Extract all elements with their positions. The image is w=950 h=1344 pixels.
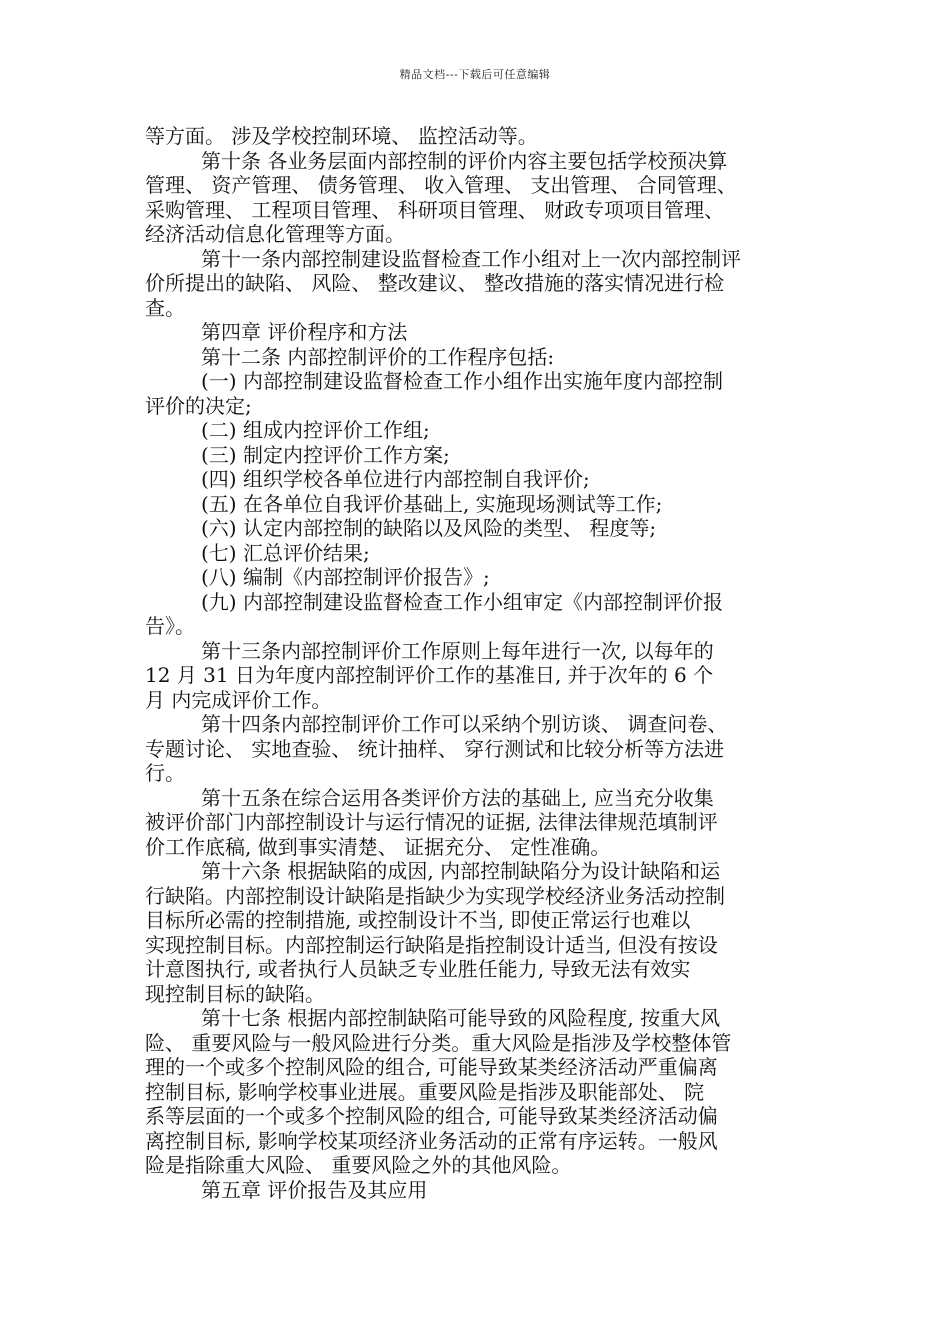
text-line: 目标所必需的控制措施, 或控制设计不当, 即使正常运行也难以 (145, 908, 691, 932)
text-line: 系等层面的一个或多个控制风险的组合, 可能导致某类经济活动偏 (145, 1104, 718, 1128)
text-line: 理的一个或多个控制风险的组合, 可能导致某类经济活动严重偏离 (145, 1055, 718, 1079)
text-line: 管理、 资产管理、 债务管理、 收入管理、 支出管理、 合同管理、 (145, 173, 737, 197)
text-line: 被评价部门内部控制设计与运行情况的证据, 法律法律规范填制评 (145, 810, 718, 834)
text-line: 控制目标, 影响学校事业进展。重要风险是指涉及职能部处、 院 (145, 1079, 705, 1104)
text-line: 行。 (145, 761, 185, 785)
text-line: 价所提出的缺陷、 风险、 整改建议、 整改措施的落实情况进行检 (145, 271, 725, 295)
text-line: 第十条 各业务层面内部控制的评价内容主要包括学校预决算 (201, 148, 728, 173)
text-line: 采购管理、 工程项目管理、 科研项目管理、 财政专项项目管理、 (145, 197, 725, 222)
text-line: (六) 认定内部控制的缺陷以及风险的类型、 程度等; (201, 516, 657, 540)
text-line: (九) 内部控制建设监督检查工作小组审定《内部控制评价报 (201, 589, 723, 614)
text-line: (三) 制定内控评价工作方案; (201, 442, 450, 467)
text-line: 现控制目标的缺陷。 (145, 981, 325, 1006)
text-line: 实现控制目标。内部控制运行缺陷是指控制设计适当, 但没有按设 (145, 932, 718, 957)
text-line: (五) 在各单位自我评价基础上, 实施现场测试等工作; (201, 491, 663, 516)
text-line: 第十二条 内部控制评价的工作程序包括: (201, 344, 555, 369)
text-line: (八) 编制《内部控制评价报告》; (201, 565, 490, 589)
page-header: 精品文档---下载后可任意编辑 (399, 68, 551, 81)
text-line: 专题讨论、 实地查验、 统计抽样、 穿行测试和比较分析等方法进 (145, 736, 725, 761)
document-body (145, 124, 813, 1202)
text-line: 经济活动信息化管理等方面。 (145, 222, 405, 246)
text-line: (一) 内部控制建设监督检查工作小组作出实施年度内部控制 (201, 369, 723, 393)
text-line: 第四章 评价程序和方法 (201, 320, 408, 344)
text-line: 行缺陷。内部控制设计缺陷是指缺少为实现学校经济业务活动控制 (145, 883, 725, 908)
text-line: 计意图执行, 或者执行人员缺乏专业胜任能力, 导致无法有效实 (145, 957, 691, 981)
text-line: 离控制目标, 影响学校某项经济业务活动的正常有序运转。一般风 (145, 1128, 718, 1153)
text-line: 第十七条 根据内部控制缺陷可能导致的风险程度, 按重大风 (201, 1006, 721, 1030)
text-line: 第十五条在综合运用各类评价方法的基础上, 应当充分收集 (201, 785, 714, 810)
text-line: 第十四条内部控制评价工作可以采纳个别访谈、 调查问卷、 (201, 712, 728, 736)
text-line: 第十六条 根据缺陷的成因, 内部控制缺陷分为设计缺陷和运 (201, 859, 721, 883)
text-line: 险是指除重大风险、 重要风险之外的其他风险。 (145, 1153, 572, 1177)
text-line: 第五章 评价报告及其应用 (201, 1177, 428, 1202)
text-line: (七) 汇总评价结果; (201, 540, 370, 565)
text-line: (二) 组成内控评价工作组; (201, 418, 430, 442)
text-line: 查。 (145, 295, 185, 320)
text-line: 评价的决定; (145, 393, 252, 418)
text-line: 12 月 31 日为年度内部控制评价工作的基准日, 并于次年的 6 个 (145, 663, 714, 687)
text-line: 价工作底稿, 做到事实清楚、 证据充分、 定性准确。 (145, 834, 611, 859)
text-line: 第十一条内部控制建设监督检查工作小组对上一次内部控制评 (201, 246, 741, 271)
text-line: 险、 重要风险与一般风险进行分类。重大风险是指涉及学校整体管 (145, 1030, 732, 1055)
text-line: 月 内完成评价工作。 (145, 687, 332, 712)
text-line: 告》。 (145, 614, 195, 638)
text-line: 第十三条内部控制评价工作原则上每年进行一次, 以每年的 (201, 638, 714, 663)
text-line: 等方面。 涉及学校控制环境、 监控活动等。 (145, 124, 538, 148)
text-line: (四) 组织学校各单位进行内部控制自我评价; (201, 467, 590, 491)
